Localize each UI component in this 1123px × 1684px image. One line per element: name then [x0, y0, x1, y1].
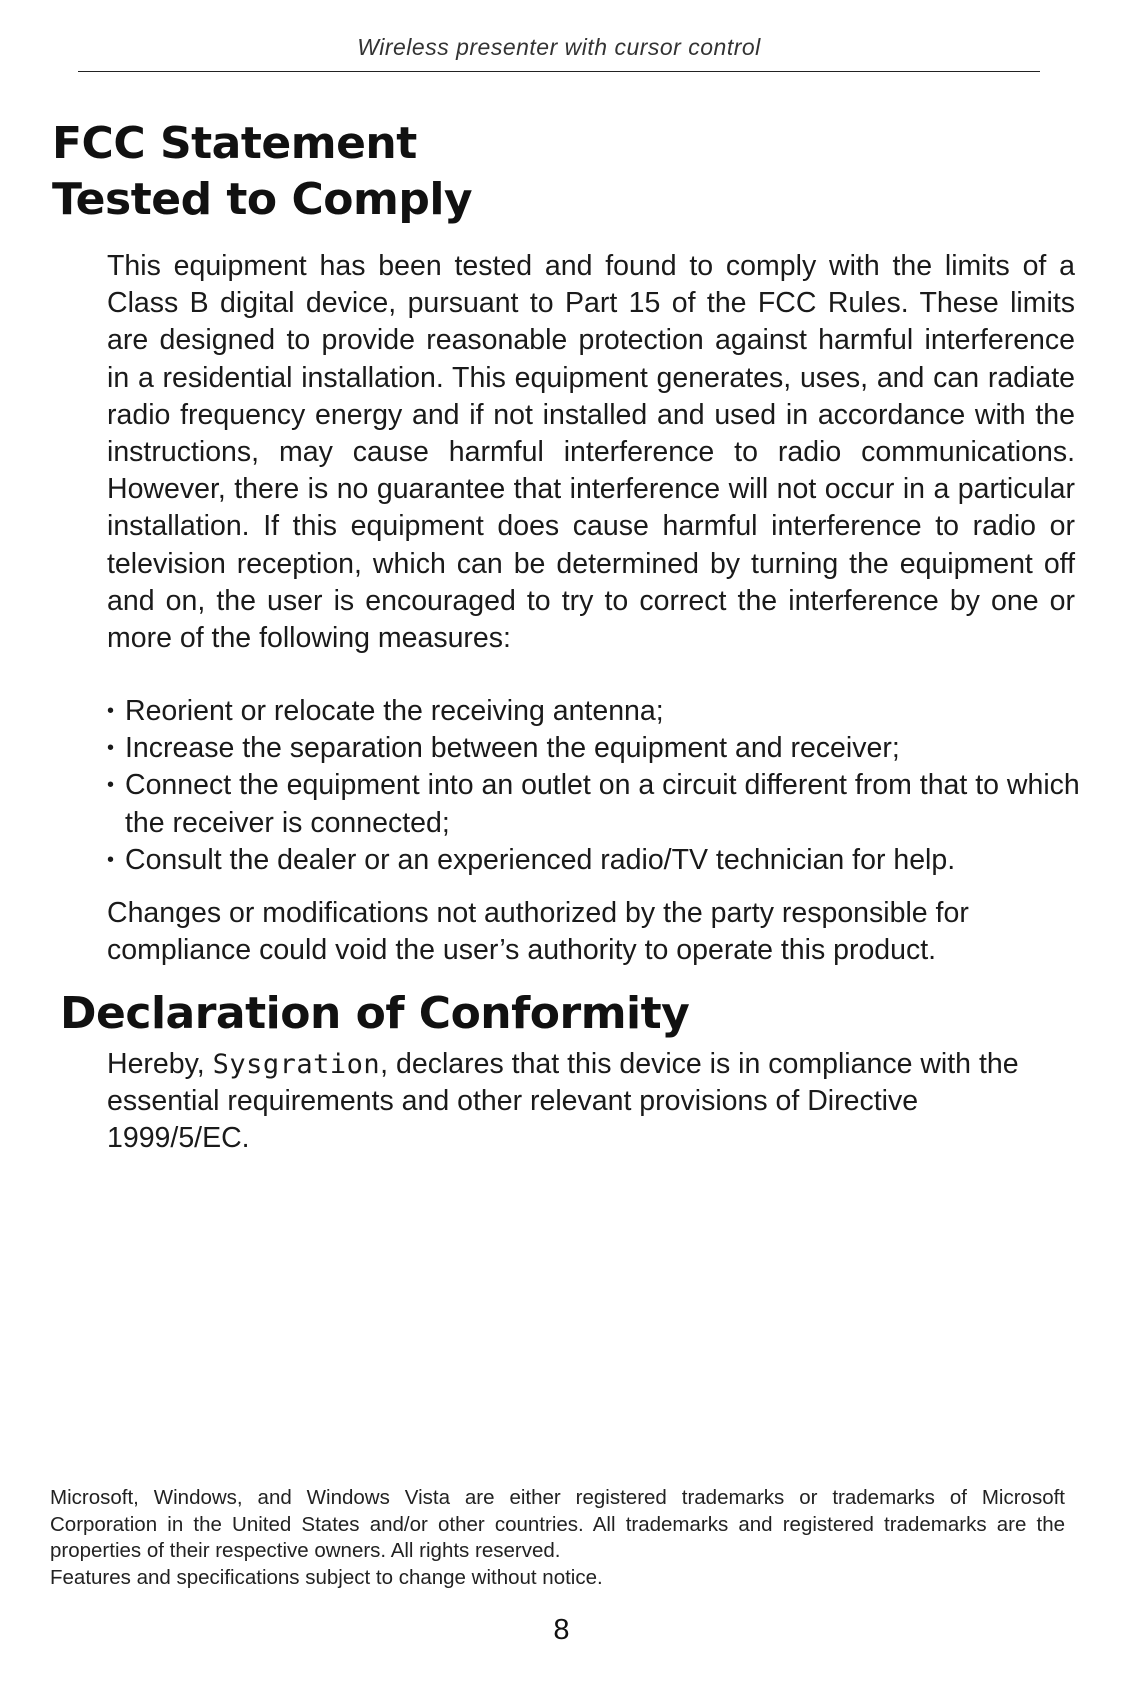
- list-item: [107, 842, 1092, 879]
- declaration-text-before: Hereby,: [107, 1048, 213, 1080]
- company-name: Sysgration: [212, 1049, 381, 1080]
- bullet-icon: •: [107, 774, 115, 797]
- declaration-heading: Declaration of Conformity: [60, 988, 690, 1039]
- header-rule: [78, 71, 1040, 72]
- declaration-paragraph: [107, 1046, 1057, 1158]
- list-item: [107, 730, 1092, 767]
- trademark-notice: Microsoft, Windows, and Windows Vista are either registered trademarks or trademarks of Microsoft Corporation in the United States and/or other countries. All trademarks and registered trademarks are the properties of their respective owners. All rights reserved.: [50, 1486, 1065, 1562]
- measure-text: Connect the equipment into an outlet on a circuit different from that to which the receiver is connected;: [125, 769, 1080, 839]
- tested-to-comply-heading: Tested to Comply: [52, 174, 473, 225]
- declaration-text-after: , declares that this device is in compliance with the essential requirements and other relevant provisions of Directive 1999/5/EC.: [107, 1048, 1019, 1155]
- measure-text: Reorient or relocate the receiving antenna;: [125, 695, 664, 727]
- list-item: [107, 693, 1092, 730]
- measures-list: [107, 693, 1092, 879]
- measure-text: Increase the separation between the equipment and receiver;: [125, 732, 900, 765]
- running-header: Wireless presenter with cursor control: [357, 34, 761, 60]
- footnote: [50, 1485, 1065, 1591]
- bullet-icon: •: [107, 737, 115, 760]
- features-notice: Features and specifications subject to change without notice.: [50, 1565, 603, 1589]
- fcc-paragraph: This equipment has been tested and found to comply with the limits of a Class B digital device, pursuant to Part 15 of the FCC Rules. These limits are designed to provide reasonable protection against harmful interference in a residential installation. This equipment generates, uses, and can radiate radio frequency energy and if not installed and used in accordance with the instructions, may cause harmful interference to radio communications. However, there is no guarantee that interference will not occur in a particular installation. If this equipment does cause harmful interference to radio or television reception, which can be determined by turning the equipment off and on, the user is encouraged to try to correct the interference by one or more of the following measures:: [107, 250, 1075, 655]
- page-number: 8: [553, 1614, 570, 1646]
- list-item: [107, 767, 1092, 841]
- changes-paragraph: Changes or modifications not authorized by the party responsible for compliance could void the user’s authority to operate this product.: [107, 897, 969, 967]
- bullet-icon: •: [107, 700, 115, 722]
- measure-text: Consult the dealer or an experienced radio/TV technician for help.: [125, 843, 956, 876]
- bullet-icon: •: [107, 848, 115, 871]
- fcc-statement-heading: FCC Statement: [52, 118, 417, 169]
